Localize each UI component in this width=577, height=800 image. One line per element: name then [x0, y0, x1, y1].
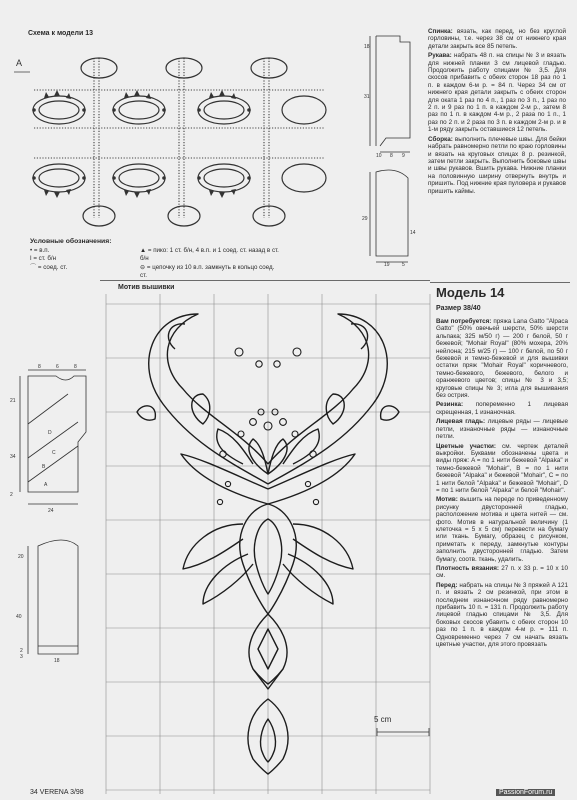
back-label-8: 8 — [390, 153, 393, 158]
front-label-6: 6 — [56, 364, 59, 370]
chain-symbol-icon: • — [30, 246, 33, 254]
materials-paragraph: Вам потребуется: пряжа Lana Gatto "Alpaca Gatto" (50% овечьей шерсти, 50% шерсти альпака; 325 м/50 г) — 200 г белой, 50 г бежевой; "Mohair Royal" (80% мохера, 20% нейлона; 215 м/25 г) — 100 г белой, по 50 г бежевой и темно-бежевой и для вышивки остатки пряж "Mohair Royal" коричневого, темно-бежевого, бежевого, белого и оранжевого цветов; спицы № 3 и 3,5; круговые спицы № 3; игла для вышивания без острия. — [436, 318, 568, 400]
sleeve14-pattern-diagram — [8, 528, 100, 668]
back-label-31: 31 — [364, 94, 370, 100]
front-label-A: A — [44, 482, 48, 488]
legend-title: Условные обозначения: — [30, 238, 112, 245]
legend-picot: ▲ = пико: 1 ст. б/н, 4 в.п. и 1 соед. ст. назад в ст. б/н — [140, 246, 279, 262]
sleeve-label-19: 19 — [384, 262, 390, 268]
legend-slst-item: ⌒ = соед. ст. — [30, 263, 68, 271]
watermark: PassionForum.ru — [496, 789, 555, 796]
scale-bar — [375, 727, 431, 737]
scheme-letter: A — [16, 58, 23, 68]
model14-rule — [430, 282, 570, 283]
model14-text-column — [436, 318, 568, 650]
front-label-2: 2 — [10, 492, 13, 498]
sleeve-pattern-diagram — [356, 160, 416, 268]
color-areas-paragraph: Цветные участки: см. чертеж деталей выкройки. Буквами обозначены цвета и виды пряж: A = по 1 нити бежевой "Alpaka" и темно-бежевой "Mohair", B = по 1 нити бежевой "Alpaka" и бежевой "Mohair", C = по 1 нити белой "Alpaka" и бежевой "Mohair", D = по 1 нити белой "Alpaka" и белой "Mohair". — [436, 442, 568, 494]
front-label-34: 34 — [10, 454, 16, 460]
front-label-21: 21 — [10, 398, 16, 404]
size-line: Размер 38/40 — [436, 305, 481, 312]
sc-symbol-icon: ǀ — [30, 255, 32, 262]
legend-ring: ⊖ = цепочку из 10 в.п. замкнуть в кольцо соед. ст. — [140, 263, 275, 279]
section-divider — [100, 280, 430, 281]
sleeves-paragraph: Рукава: набрать 48 п. на спицы № 3 и вязать для нижней планки 3 см лицевой гладью. Продолжить работу спицами № 3,5. Для скосов прибавить с обеих сторон 18 раз по 1 п. в каждом 6-м р. = 84 п. Через 34 см от нижнего края детали закрыть с обеих сторон для оката 1 раз по 4 п., 1 раз по 3 п., 1 раз по 2 п. и 9 раз по 1 п. в каждом 2-м р., затем 8 раз по 1 п. в каждом 4-м р., 2 раза по 1 п., 1 раз по 2 п. и 2 раза по 3 п. в каждом 2-м р. и в 1-м ряду закрыть оставшиеся 12 петель. — [428, 52, 566, 134]
front-label-8a: 8 — [38, 364, 41, 370]
back-paragraph: Спинка: вязать, как перед, но без круглой горловины, т.е. через 38 см от нижнего края детали закрыть все 85 петель. — [428, 28, 566, 50]
back-pattern-diagram — [356, 28, 416, 158]
crochet-scheme-diagram — [14, 38, 334, 238]
back-label-9: 9 — [402, 153, 405, 158]
front-label-C: C — [52, 450, 56, 456]
back-label-10: 10 — [376, 153, 382, 158]
back-label-18: 18 — [364, 44, 370, 50]
sleeve14-label-3: 3 — [20, 654, 23, 660]
sleeve14-label-2: 2 — [20, 648, 23, 654]
sleeve-label-5: 5 — [402, 262, 405, 268]
front-label-D: D — [48, 430, 52, 436]
rib-paragraph: Резинка: попеременно 1 лицевая скрещенная, 1 изнаночная. — [436, 401, 568, 416]
stockinette-paragraph: Лицевая гладь: лицевые ряды — лицевые петли, изнаночные ряды — изнаночные петли. — [436, 418, 568, 441]
front-label-8b: 8 — [74, 364, 77, 370]
scheme-title: Схема к модели 13 — [28, 30, 94, 37]
sleeve-label-29: 29 — [362, 216, 368, 222]
front-label-24: 24 — [48, 508, 54, 514]
legend-sc-item: ǀ = ст. б/н — [30, 255, 57, 262]
legend — [30, 238, 290, 281]
legend-chain-item: • = в.п. — [30, 246, 50, 254]
sleeve-label-14: 14 — [410, 230, 416, 236]
embroidery-title: Мотив вышивки — [118, 284, 175, 291]
motif-paragraph: Мотив: вышить на переде по приведенному рисунку двусторонней гладью, расположение мотива и цвета нитей — см. фото. Мотив в натуральной величину (1 клеточка = 5 x 5 см) перевести на бумагу или ткань. Бумагу, образец с рисунком, приметать к переду, замкнутые контуры заполнить двусторонней гладью. Затем бумагу, соотв. ткань, удалить. — [436, 496, 568, 563]
picot-icon: ▲ — [140, 246, 147, 254]
model14-title: Модель 14 — [436, 285, 505, 300]
sleeve14-label-20: 20 — [18, 554, 24, 560]
slst-symbol-icon: ⌒ — [30, 263, 37, 271]
ring-icon: ⊖ — [140, 263, 146, 271]
sleeve14-label-40: 40 — [16, 614, 22, 620]
front-label-B: B — [42, 464, 46, 470]
gauge-paragraph: Плотность вязания: 27 п. x 33 р. = 10 x 10 см. — [436, 565, 568, 580]
page-footer: 34 VERENA 3/98 — [30, 789, 84, 796]
front-paragraph: Перед: набрать на спицы № 3 пряжей A 121 п. и вязать 2 см резинкой, при этом в последнем изнаночном ряду равномерно прибавить 10 п. = 131 п. Продолжить работу лицевой гладью спицами № 3,5. Для боковых скосов убавить с обеих сторон 10 раз по 1 п. в каждом 4-м р. = 111 п. Одновременно через 7 см начать вязать цветные участки, для этого провязать — [436, 581, 568, 649]
sleeve14-label-18: 18 — [54, 658, 60, 664]
front-pattern-diagram — [8, 362, 100, 522]
grid-scale-label: 5 cm — [374, 715, 392, 724]
model13-text-column — [428, 28, 566, 197]
assembly-paragraph: Сборка: выполнить плечевые швы. Для бейки набрать равномерно петли по краю горловины и вязать на круговых спицах 8 р. резинкой, затем петли закрыть. Выполнить боковые швы и швы рукавов. Вшить рукава. Нижние планки на половинную ширину отвернуть внутрь и пришить. Под нижние края пуловера и рукавов пришить каймы. — [428, 135, 566, 195]
